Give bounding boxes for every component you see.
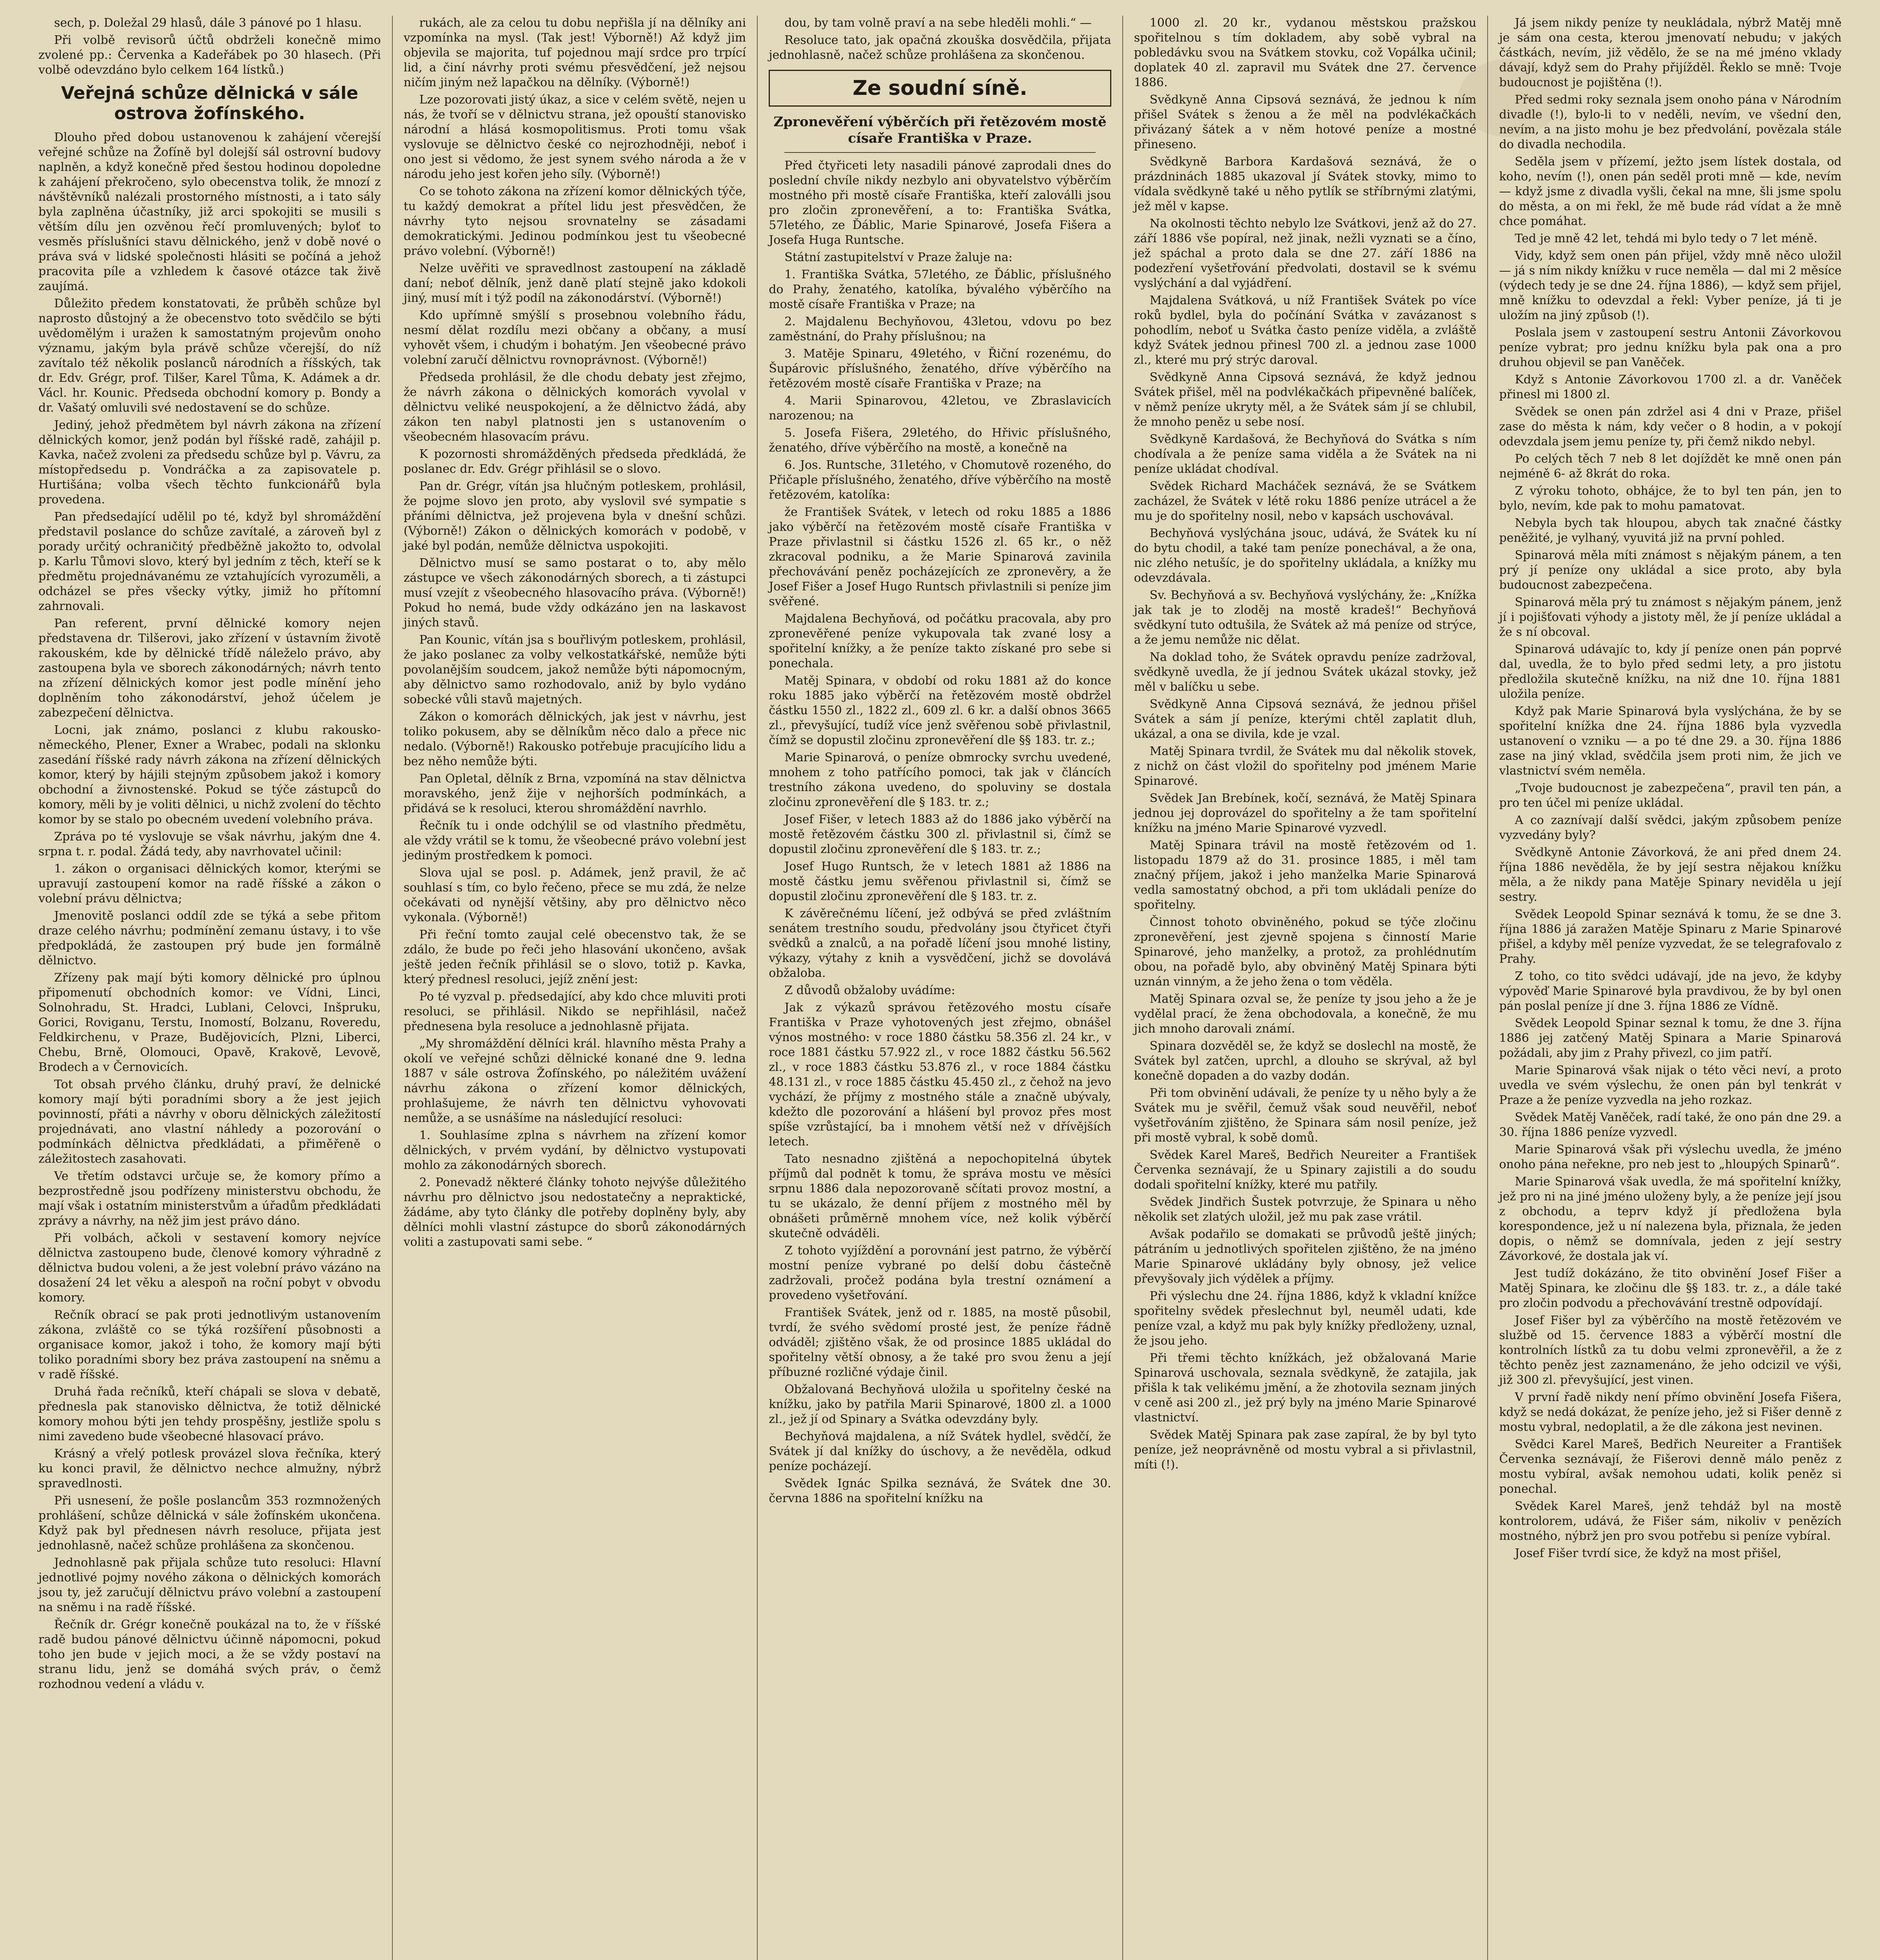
paragraph: „Tvoje budoucnost je zabezpečena“, pravil ten pán, a pro ten účel mi peníze ukládal. [1499,781,1842,810]
paragraph: Spinara dozvěděl se, že když se doslechl na mostě, že Svátek byl zatčen, uprchl, a dlouho se skrýval, až byl konečně dopaden a do vazby dodán. [1134,1039,1477,1083]
article-columns [27,16,1853,1960]
paragraph: Při třemi těchto knížkách, jež obžalovaná Marie Spinarová uschovala, seznala svědkyně, že zatajila, jak přišla k tak velikému jmění, a že zhotovila seznam jiných v ceně asi 200 zl., jež prý byly na jméno Marie Spinarové vlastnictví. [1134,1351,1477,1425]
paragraph: Předseda prohlásil, že dle chodu debaty jest zřejmo, že návrh zákona o dělnických komorách vyvolal v dělnictvu veliké neuspokojení, a že dělnictvo žádá, aby zákon ten nabyl platnosti jen s ustanovením o všeobecném hlasovacím právu. [403,370,746,444]
paragraph: Státní zastupitelství v Praze žaluje na: [784,250,1013,264]
paragraph: Svědkyně Anna Cipsová seznává, že když jednou Svátek přišel, měl na podvlékačkách připevněné balíček, v němž peníze ukryty měl, a že Svátek sám jí se chlubil, že mnoho peněz u sebe nosí. [1134,370,1477,429]
paragraph: Josef Fišer, v letech 1883 až do 1886 jako výběrčí na mostě řetězovém částku 300 zl. přivlastnil si, čímž se dopustil zločinu zpronevěření dle § 183. tr. z.; [769,813,1111,856]
paragraph: Svědek Leopold Spinar seznal k tomu, že dne 3. října 1886 jej zatčený Matěj Spinara a Marie Spinarová požádali, aby jim z Prahy přivezl, co jim patří. [1499,1016,1842,1060]
paragraph: Rečník obrací se pak proti jednotlivým ustanovením zákona, zvláště co se týká rozšíření působnosti a organisace komor, jakož i toho, že komory mají býti toliko poradními sbory bez práva zastoupení na sněmu a v radě říšské. [38,1308,381,1381]
column-5 [1488,16,1853,1960]
paragraph: dou, by tam volně praví a na sebe hleděli mohli.“ — [784,16,1092,30]
paragraph: Z důvodů obžaloby uvádíme: [784,984,955,997]
paragraph: Na doklad toho, že Svátek opravdu peníze zadržoval, svědkyně uvedla, že jí jednou Svátek ukázal stovky, jež měl v balíčku u sebe. [1134,650,1477,694]
paragraph: 1. Františka Svátka, 57letého, ze Ďáblic, příslušného do Prahy, ženatého, katolíka, bývalého výběrčího na mostě císaře Františka v Praze; na [769,268,1111,311]
paragraph: Obžalovaná Bechyňová uložila u spořitelny české na knížku, jako by patřila Marii Spinarové, 1800 zl. a 1000 zl., jež jí od Spinary a Svátka odevzdány byly. [769,1383,1111,1426]
paragraph: K závěrečnému líčení, jež odbývá se před zvláštním senátem trestního soudu, předvolány jsou čtyřicet čtyři svědků a znalců, a na pořadě líčení jsou mnohé listiny, výkazy, výtahy z knih a vysvědčení, jichž se dovolává obžaloba. [769,907,1111,980]
paragraph: Pan dr. Grégr, vítán jsa hlučným potleskem, prohlásil, že pojme slovo jen proto, aby vyslovil své sympatie s přáními dělnictva, jež projevena byla v dnešní schůzi. (Výborně!) Zákon o dělnických komorách v podobě, v jaké byl podán, nemůže dělnictva uspokojiti. [403,479,746,553]
paragraph: 2. Ponevadž některé články tohoto nejvýše důležitého návrhu pro dělnictvo jsou nedostatečny a nepraktické, žádáme, aby tyto články dle potřeby doplněny byly, aby dělníci mohli vlastní zástupce do sborů zákonodárných voliti a zastupovati sami sebe. “ [403,1176,746,1249]
paragraph: Krásný a vřelý potlesk provázel slova řečníka, který ku konci pravil, že dělnictvo nechce almužny, nýbrž spravedlnosti. [38,1447,381,1490]
paragraph: Při tom obvinění udávali, že peníze ty u něho byly a že Svátek mu je svěřil, čemuž však soud neuvěřil, neboť vyšetřováním zjištěno, že Spinara sám nosil peníze, jež při mostě vybral, k sobě domů. [1134,1086,1477,1145]
paragraph: Svědek Karel Mareš, jenž tehdáž byl na mostě kontrolorem, udává, že Fišer sám, nikoliv v penězích mostného, nýbrž jen pro svou potřebu si peníze vybíral. [1499,1499,1842,1543]
paragraph: Spinarová udávajíc to, kdy jí peníze onen pán poprvé dal, uvedla, že to bylo před sedmi lety, a pro jistotu předložila skutečně knížku, na niž dne 10. října 1881 uložila peníze. [1499,642,1842,701]
paragraph: Pan Opletal, dělník z Brna, vzpomíná na stav dělnictva moravského, jenž žije v nejhorších podmínkách, a přidává se k resoluci, kterou shromáždění navrhlo. [403,772,746,815]
paragraph: Svědkyně Anna Cipsová seznává, že jednou přišel Svátek a sám jí peníze, kterými chtěl zaplatit dluh, ukázal, a ona se divila, kde je vzal. [1134,697,1477,741]
paragraph: Pan Kounic, vítán jsa s bouřlivým potleskem, prohlásil, že jako poslanec za volby velkostatkářské, nemůže býti povolanějším soudcem, jakož nemůže býti nápomocným, aby dělnictvo samo rozhodovalo, aniž by bylo vydáno sobecké vůli stavů majetných. [403,633,746,706]
paragraph: Jest tudíž dokázáno, že tito obvinění Josef Fišer a Matěj Spinara, ke zločinu dle §§ 183. tr. z., a dále také pro zločin podvodu a přechovávání trestně odpovídají. [1499,1267,1842,1310]
paragraph: Marie Spinarová však nijak o této věci neví, a proto uvedla ve svém výslechu, že onen pán byl tenkrát v Praze a že peníze vyzvedla na jeho rozkaz. [1499,1063,1842,1107]
paragraph: Při volbách, ačkoli v sestavení komory nejvíce dělnictva zastoupeno bude, členové komory výhradně z dělnictva budou voleni, a že jest volební právo vázáno na dosažení 24 let věku a alespoň na roční pobyt v obvodu komory. [38,1231,381,1305]
paragraph: Důležito předem konstatovati, že průběh schůze byl naprosto důstojný a že obecenstvo toto svědčilo se býti uvědomělým i uražen k samostatným projevům onoho významu, jakým byla právě schůze včerejší, do níž zavítalo též několik poslanců národních a říšských, tak dr. Edv. Grégr, prof. Tilšer, Karel Tůma, K. Adámek a dr. Václ. hr. Kounic. Předseda obchodní komory p. Bondy a dr. Vašatý omluvili své nedostavení se do schůze. [38,297,381,415]
paragraph: Svědek Ignác Spilka seznává, že Svátek dne 30. června 1886 na spořitelní knížku na [769,1477,1111,1505]
paragraph: Lze pozorovati jistý úkaz, a sice v celém světě, nejen u nás, že tvoří se v dělnictvu strana, jež opouští stanovisko národní a hlásá kosmopolitismus. Proti tomu však vyslovuje se dělnictvo české co nejrozhodněji, neboť i ono jest si vědomo, že jest synem svého národa a že v národu jeho jest kořen jeho síly. (Výborně!) [403,93,746,181]
paragraph: Svědci Karel Mareš, Bedřich Neureiter a František Červenka seznávají, že Fišerovi denně málo peněz z mostu vybíral, avšak nemohou udati, kolik peněz si ponechal. [1499,1437,1842,1496]
paragraph: Matěj Spinara, v období od roku 1881 až do konce roku 1885 jako výběrčí na řetězovém mostě obdržel částku 1550 zl., 1822 zl., 609 zl. 6 kr. a další obnos 3665 zl., převyšující, tudíž více jenž svěřenou sobě přivlastnil, čímž se dopustil zločinu zpronevěření dle §§ 183. tr. z.; [769,674,1111,747]
paragraph: rukách, ale za celou tu dobu nepřišla jí na dělníky ani vzpomínka na mysl. (Tak jest! Výborně!) Až když jim objevila se majorita, tuf pojednou mají srdce pro trpící lid, a činí návrhy proti svému přesvědčení, jež nejsou ničím jiným než lapačkou na dělníky. (Výborně!) [403,16,746,89]
paragraph: Majdalena Bechyňová, od počátku pracovala, aby pro zpronevěřené peníze vykupovala tak zvané losy a spořitelní knížky, a že peníze takto získané pro sebe si ponechala. [769,612,1111,670]
section-heading-court: Ze soudní síně. [769,70,1111,107]
column-4 [1123,16,1488,1960]
paragraph: K pozornosti shromážděných předseda předkládá, že poslanec dr. Edv. Grégr přihlásil se o slovo. [403,447,746,476]
paragraph: Na okolnosti těchto nebylo lze Svátkovi, jenž až do 27. září 1886 vše popíral, než jinak, nežli vyznati se a číno, jež spáchal a proto dala se dne 27. září 1886 na podezření vyšetřování předvolati, dostavil se k svému vyslýchání a dal vyjádření. [1134,217,1477,290]
paragraph: „My shromáždění dělníci král. hlavního města Prahy a okolí ve veřejné schůzi dělnické konané dne 9. ledna 1887 v sále ostrova Žofínského, po náležitém uvážení návrhu zákona o zřízení komor dělnických, prohlašujeme, že návrh ten dělnictvu vyhovovati nemůže, a se usnášíme na následující resoluci: [403,1037,746,1125]
paragraph: František Svátek, jenž od r. 1885, na mostě působil, tvrdí, že svého svědomí prosté jest, že peníze řádně odváděl; zjištěno však, že od prosince 1885 ukládal do spořitelny větší obnosy, a že také pro svou ženu a její příbuzné rozličné výdaje činil. [769,1306,1111,1379]
paragraph: Při volbě revisorů účtů obdrželi konečně mimo zvolené pp.: Červenka a Kadeřábek po 30 hlasech. (Při volbě odevzdáno bylo celkem 164 lístků.) [38,33,381,77]
paragraph: Zřízeny pak mají býti komory dělnické pro úplnou připomenutí obchodních komor: ve Vídni, Linci, Solnohradu, St. Hradci, Lublani, Celovci, Inšpruku, Gorici, Roviganu, Terstu, Inomostí, Bolzanu, Roveredu, Feldkirchenu, v Praze, Budějovicích, Plzni, Liberci, Chebu, Brně, Olomouci, Opavě, Krakově, Levově, Brodech a v Černovicích. [38,971,381,1074]
paragraph: Pan předsedající udělil po té, když byl shromáždění představil poslance do schůze zavítalé, a zároveň byl z porady určitý ochraničitý předběžně jakožto to, odvolal p. Karlu Tůmovi slovo, který byl jedním z těch, kteří se k předmětu projednávanému ze vztahujících vyrozuměli, a odcházel se přes všecky výtky, jimiž ho přítomní zahrnovali. [38,510,381,613]
paragraph: A co zaznívají další svědci, jakým způsobem peníze vyzvedány byly? [1499,813,1842,842]
paragraph: Svědkyně Barbora Kardašová seznává, že o prázdninách 1885 ukazoval jí Svátek stovky, mimo to vídala svědkyně také u něho pytlík se stříbrnými zlatými, jež měl v kapse. [1134,155,1477,213]
paragraph: Svědek Matěj Spinara pak zase zapíral, že by byl tyto peníze, jež neoprávněně od mostu vybral a si přivlastnil, míti (!). [1134,1428,1477,1472]
paragraph: 3. Matěje Spinaru, 49letého, v Řiční rozenému, do Šupárovic příslušného, ženatého, dříve výběrčího na řetězovém mostě císaře Františka v Praze; na [769,347,1111,390]
paragraph: Před čtyřiceti lety nasadili pánové zaprodali dnes do poslední chvíle nikdy nezbylo ani obyvatelstvo výběrčím mostného při mostě císaře Františka, kteří zaloválli jsou pro zločin zpronevěření, a to: Františka Svátka, 57letého, ze Ďáblic, Marie Spinarové, Josefa Fišera a Josefa Huga Runtsche. [769,159,1111,247]
paragraph: Ted je mně 42 let, tehdá mi bylo tedy o 7 let méně. [1515,232,1818,245]
paragraph: Marie Spinarová, o peníze obmrocky svrchu uvedené, mnohem z toho patřícího pomoci, tak jak v článcích trestního zákona uvedeno, do spoluviny se dostala zločinu zpronevěření dle § 183. tr. z.; [769,751,1111,809]
paragraph: Bechyňová vyslýchána jsouc, udává, že Svátek ku ní do bytu chodil, a také tam peníze ponechával, a že ona, nic zlého netušíc, je do spořitelny ukládala, a knížky mu odevzdávala. [1134,526,1477,585]
paragraph: Při výslechu dne 24. října 1886, když k vkladní knížce spořitelny svědek přeslechnut byl, neuměl udati, kde peníze vzal, a když mu pak byly knížky předloženy, uznal, že jsou jeho. [1134,1289,1477,1348]
paragraph: Sv. Bechyňová a sv. Bechyňová vyslýchány, že: „Knížka jak tak je to zloděj na mostě kradeš!“ Bechyňová svědkyní tuto odtušila, že Svátek až má peníze od strýce, a že jemu nemůže nic dělat. [1134,588,1477,647]
paragraph: Kdo upřímně smýšlí s prosebnou volebního řádu, nesmí dělat rozdílu mezi občany a občany, a musí vyhovět všem, i chudým i bohatým. Jen všeobecné právo volební zaručí dělnictvu rovnoprávnost. (Výborně!) [403,309,746,367]
paragraph: 1. zákon o organisaci dělnických komor, kterými se upravují zastoupení komor na radě říšské a zákon o volební právu dělnictva; [38,862,381,906]
paragraph: Z tohoto vyjíždění a porovnání jest patrno, že výběrčí mostní peníze vybrané po delší dobu částečně zadržovali, pročež podána byla trestní oznámení a provedeno vyšetřování. [769,1244,1111,1302]
paragraph: Řečník dr. Grégr konečně poukázal na to, že v říšské radě budou pánové dělnictvu účinně nápomocni, pokud toho jen bude v jejich moci, a že se vždy postaví na stranu lidu, jenž se domáhá svých práv, o čemž rozhodnou vedení a vládu v. [38,1618,381,1691]
paragraph: Když s Antonie Závorkovou 1700 zl. a dr. Vaněček přinesl mi 1800 zl. [1499,373,1842,401]
paragraph: že František Svátek, v letech od roku 1885 a 1886 jako výběrčí na řetězovém mostě císaře Františka v Praze přivlastnil si částku 1526 zl. 65 kr., o něž zkracoval podniku, a že Marie Spinarová zavinila přechovávání peněz pocházejících ze zpronevěry, a že Josef Fišer a Josef Hugo Runtsch přivlastnili si peníze jim svěřené. [769,505,1111,608]
paragraph: 1. Souhlasíme zplna s návrhem na zřízení komor dělnických, v prvém vydání, by dělnictvo vystupovati mohlo za zákonodárných sborech. [403,1129,746,1172]
paragraph: Řečník tu i onde odchýlil se od vlastního předmětu, ale vždy vrátil se k tomu, že všeobecné právo volební jest jediným prostředkem k pomoci. [403,819,746,862]
paragraph: Jak z výkazů správou řetězového mostu císaře Františka v Praze vyhotovených jest zřejmo, obnášel výnos mostného: v roce 1880 částku 58.356 zl. 24 kr., v roce 1881 částku 57.922 zl., v roce 1882 částku 56.562 zl., v roce 1883 částku 53.876 zl., v roce 1884 částku 48.131 zl., v roce 1885 částku 45.450 zl., z čehož na jevo vychází, že příjmy z mostného stále a značně ubývaly, kdežto dle pozorování a hlášení byl provoz přes most spíše vzrůstající, ba i mnohem větší než v dřívějších letech. [769,1001,1111,1149]
paragraph: Dělnictvo musí se samo postarat o to, aby mělo zástupce ve všech zákonodárných sborech, a ti zástupci musí vzejít z všeobecného hlasovacího práva. (Výborně!) Pokud ho nemá, bude vždy odkázáno jen na laskavost jiných stavů. [403,556,746,630]
paragraph: Zákon o komorách dělnických, jak jest v návrhu, jest toliko pokusem, aby se dělníkům něco dalo a přece nic nedalo. (Výborně!) Rakousko potřebuje pracujícího lidu a bez něho nemůže býti. [403,710,746,768]
paragraph: Poslala jsem v zastoupení sestru Antonii Závorkovou peníze vybrat; pro jednu knížku byla pak ona a pro druhou objevil se pan Vaněček. [1499,326,1842,369]
paragraph: Marie Spinarová však uvedla, že má spořitelní knížky, jež pro ni na jiné jméno uloženy byly, a že peníze její jsou z obchodu, a teprv když jí předložena byla korespondence, jež u ní nalezena byla, přiznala, že jeden dopis, o němž se domnívala, jeden z její sestry Závorkové, že dostala jak ví. [1499,1175,1842,1263]
paragraph: Při usnesení, že pošle poslancům 353 rozmnožených prohlášení, schůze dělnická v sále žofínském ukončena. Když pak byl přednesen návrh resoluce, přijata jest jednohlasně, načež schůze prohlášena za skončenou. [38,1494,381,1552]
paragraph: V první řadě nikdy není přímo obvinění Josefa Fišera, když se nedá dokázat, že peníze jeho, jež si Fišer denně z mostu vybral, nedoplatil, a že dle zákona jest nevinen. [1499,1390,1842,1434]
column-1 [27,16,393,1960]
paragraph: Svědek Matěj Vaněček, radí také, že ono pán dne 29. a 30. října 1886 peníze vyzvedl. [1499,1111,1842,1139]
paragraph: Svědek Karel Mareš, Bedřich Neureiter a František Červenka seznávají, že u Spinary zajistili a do soudu dodali spořitelní knížky, které mu patřily. [1134,1148,1477,1192]
paragraph: Při řeční tomto zaujal celé obecenstvo tak, že se zdálo, že bude po řeči jeho hlasování ukončeno, avšak ještě jeden řečník přihlásil se o slovo, totiž p. Kavka, který přednesl resoluci, jejíž znění jest: [403,928,746,986]
paragraph: Svědek Jindřich Šustek potvrzuje, že Spinara u něho několik set zlatých uložil, jež mu pak zase vrátil. [1134,1195,1477,1224]
divider [784,152,1096,153]
paragraph: Majdalena Svátková, u níž František Svátek po více roků bydlel, byla do počínání Svátka v zavázanost s pohodlím, neboť u Svátka často peníze viděla, a zvláště když Svátek jednou přinesl 700 zl. a jednou zase 1000 zl., které mu prý strýc daroval. [1134,294,1477,367]
paragraph: Ve třetím odstavci určuje se, že komory přímo a bezprostředně jsou podřízeny ministerstvu obchodu, že mají však i ostatním ministerstvům a úřadům předkládati zprávy a návrhy, na něž jim jest právo dáno. [38,1169,381,1228]
paragraph: Tot obsah prvého článku, druhý praví, že delnické komory mají býti poradními sbory a že jest jejich povinností, přáti a návrhy v oboru dělnických záležitostí projednávati, ano vlastní náhledy a pozorování o podmínkách dělnictva předkládati, a přiměřeně o záležitostech zasahovati. [38,1078,381,1166]
paragraph: sech, p. Doležal 29 hlasů, dále 3 pánové po 1 hlasu. [54,16,362,30]
paragraph: Avšak podařilo se domakati se průvodů ještě jiných; pátráním u jednotlivých spořitelen zjištěno, že na jméno Marie Spinarové ukládány byly obnosy, jež velice převyšovaly jich výdělek a příjmy. [1134,1227,1477,1286]
section-heading: Veřejná schůze dělnická v sále ostrova žofínského. [61,83,358,123]
paragraph: Co se tohoto zákona na zřízení komor dělnických týče, tu každý demokrat a přítel lidu jest přesvědčen, že návrhy tyto nejsou srovnatelny se zásadami demokratickými. Jedinou podmínkou jest tu všeobecné právo volební. (Výborně!) [403,185,746,258]
paragraph: Marie Spinarová však při výslechu uvedla, že jméno onoho pána neřekne, pro neb jest to „hloupých Spinarů“. [1499,1143,1842,1171]
paragraph: Seděla jsem v přízemí, ježto jsem lístek dostala, od koho, nevím (!), onen pán seděl proti mně — kde, nevím — když jsme z divadla vyšli, čekal na mne, šli jsme spolu do města, a on mi řekl, že mě bude rád vídat a že mně chce pomáhat. [1499,155,1842,228]
column-3 [758,16,1123,1960]
paragraph: Z toho, co tito svědci udávají, jde na jevo, že kdyby výpověď Marie Spinarové byla pravdivou, že by byl onen pán poslal peníze jí dne 3. října 1886 ze Vídně. [1499,969,1842,1013]
paragraph: Svědek se onen pán zdržel asi 4 dni v Praze, přišel zase do města k nám, kdy večer o 8 hodin, a v pokojí odevzdala jsem jemu peníze ty, při čemž nikdo nebyl. [1499,405,1842,448]
paragraph: Resoluce tato, jak opačná zkouška dosvědčila, přijata jednohlasně, načež schůze prohlášena za skončenou. [769,33,1111,62]
paragraph: 1000 zl. 20 kr., vydanou městskou pražskou spořitelnou s tím dokladem, aby sobě vybral na pobledávku svou na Svátkem stovku, což Vopálka učinil; doplatek 40 zl. zapravil mu Svátek dne 27. července 1886. [1134,16,1477,89]
paragraph: Spinarová měla míti známost s nějakým pánem, a ten prý jí peníze ony ukládal a sice proto, aby byla budoucnost zabezpečena. [1499,548,1842,592]
paragraph: Nebyla bych tak hloupou, abych tak značné částky peněžité, je vylhaný, vyuvitá již na první pohled. [1499,516,1842,545]
paragraph: Pan referent, první dělnické komory nejen představena dr. Tilšerovi, jako zřízení v ústavním životě rakouském, kde by dělnické třídě náleželo právo, aby zastoupena byla ve sborech zákonodárných; návrh tento na zřízení dělnických komor jest podle mínění jeho doplněním toho zákonodárství, jehož účelem je zabezpečení dělnictva. [38,617,381,720]
paragraph: Po celých těch 7 neb 8 let dojíždět ke mně onen pán nejméně 6- až 8krát do roka. [1499,452,1842,481]
paragraph: Matěj Spinara ozval se, že peníze ty jsou jeho a že je vydělal prací, že žena obchodovala, a konečně, že mu jich mnoho darovali známí. [1134,992,1477,1036]
paragraph: Josef Fišer byl za výběrčího na mostě řetězovém ve službě od 15. července 1883 a výběrčí mostní dle kontrolních lístků za tu dobu velmi zpronevěřil, a že z těchto peněz jest zaznamenáno, že jeho odcizil ve výši, již 300 zl. převyšující, jest vinen. [1499,1314,1842,1387]
paragraph: Svědek Jan Brebínek, kočí, seznává, že Matěj Spinara jednou jej doprovázel do spořitelny a že tam spořitelní knížku na jméno Marie Spinarové vyzvedl. [1134,791,1477,835]
paragraph: Slova ujal se posl. p. Adámek, jenž pravil, že ač souhlasí s tím, co bylo řečeno, přece se mu zdá, že nelze očekávati od nynější většiny, aby pro dělnictvo něco vykonala. (Výborně!) [403,866,746,924]
paragraph: Locni, jak známo, poslanci z klubu rakousko-německého, Plener, Exner a Wrabec, podali na sklonku zasedání říšské rady návrh zákona na zřízení dělnických komor, který by hájili stejným způsobem jakož i komory obchodní a živnostenské. Pokud se týče zástupců do komory, měli by je voliti dělnici, u nichž zvolení do těchto komor by se stalo po obecném uvedení volebního práva. [38,723,381,826]
paragraph: Svědkyně Anna Cipsová seznává, že jednou k ním přišel Svátek s ženou a že měl na podvlékačkách přivázaný šátek a v něm hotové peníze a mostné přineseno. [1134,93,1477,151]
paragraph: Jmenovitě poslanci oddíl zde se týká a sebe přitom draze celého návrhu; podmínění zemanu ústavy, i to vše předpokládá, že zastoupen prý bude jen formálně dělnictvo. [38,909,381,967]
paragraph: Před sedmi roky seznala jsem onoho pána v Národním divadle (!), bylo-li to v neděli, nevím, ve všední den, nevím, a na jisto mohu je bez předvolání, povězala stále do divadla nechodila. [1499,93,1842,151]
column-2 [393,16,758,1960]
paragraph: Bechyňová majdalena, a níž Svátek hydlel, svědčí, že Svátek jí dal knížky do úschovy, a že nevěděla, odkud peníze pocházejí. [769,1430,1111,1473]
paragraph: Činnost tohoto obviněného, pokud se týče zločinu zpronevěření, jest zjevně spojena s činností Marie Spinarové, jeho manželky, a protož, za prohlédnutím obou, na pořadě bylo, aby obviněný Matěj Spinara býti uznán vinným, a že jeho žena o tom věděla. [1134,915,1477,989]
paragraph: 5. Josefa Fišera, 29letého, do Hřivic příslušného, ženatého, dříve výběrčího na mostě, a konečně na [769,426,1111,455]
paragraph: 2. Majdalenu Bechyňovou, 43letou, vdovu po bez zaměstnání, do Prahy příslušnou; na [769,315,1111,343]
paragraph: Druhá řada rečníků, kteří chápali se slova v debatě, přednesla pak stanovisko dělnictva, že totiž dělnické komory mohou býti jen tehdy prospěšny, jestliže spolu s nimi zavedeno bude všeobecné hlasovací právo. [38,1385,381,1443]
paragraph: Z výroku tohoto, obhájce, že to byl ten pán, jen to bylo, nevím, kde pak to mohu pamatovat. [1499,484,1842,513]
paragraph: Josef Hugo Runtsch, že v letech 1881 až 1886 na mostě částku jemu svěřenou přivlastnil si, čímž se dopustil zločinu zpronevěření dle § 183. tr. z. [769,860,1111,903]
paragraph: 4. Marii Spinarovou, 42letou, ve Zbraslavicích narozenou; na [769,394,1111,423]
paragraph: Matěj Spinara tvrdil, že Svátek mu dal několik stovek, z nichž on část vložil do spořitelny pod jménem Marie Spinarové. [1134,744,1477,788]
paragraph: Svědek Leopold Spinar seznává k tomu, že se dne 3. října 1886 já zaražen Matěje Spinaru z Marie Spinarové přišel, a kdyby měl peníze vyzvedat, že se telegrafovalo z Prahy. [1499,907,1842,966]
paragraph: Když pak Marie Spinarová byla vyslýchána, že by se spořitelní knížka dne 24. října 1886 byla vyzvedla ustanovení o vzniku — a po té dne 29. a 30. října 1886 zase na jiný vklad, svědčila jsem proti nim, že jich ve vlastnictví svém neměla. [1499,704,1842,778]
paragraph: Vidy, když sem onen pán přijel, vždy mně něco uložil — já s ním nikdy knížku v ruce neměla — dal mi 2 měsíce (výdech tedy je se dne 24. října 1886), — když sem přijel, mně knížku to odevzdal a řekl: Vyber peníze, já ti je uložím na jiný způsob (!). [1499,249,1842,322]
paragraph: Po té vyzval p. předsedající, aby kdo chce mluviti proti resoluci, se přihlásil. Nikdo se nepřihlásil, načež přednesena byla resoluce a jednohlasně přijata. [403,990,746,1033]
paragraph: Tato nesnadno zjištěná a nepochopitelná úbytek příjmů dal podnět k tomu, že správa mostu ve měsíci srpnu 1886 dala nepozorovaně sčítati provoz mostní, a tu se ukázalo, že denní příjem z mostného měl by obnášeti průměrně mnohem více, než kolik výběrčí skutečně odváděli. [769,1152,1111,1240]
paragraph: Svědek Richard Macháček seznává, že se Svátkem zacházel, že Svátek v létě roku 1886 peníze utrácel a že mu je do spořitelny nosil, nebo v kapsách uschovával. [1134,479,1477,523]
paragraph: Já jsem nikdy peníze ty neukládala, nýbrž Matěj mně je sám ona cesta, kterou jmenovatí nebudu; v jakých částkách, nevím, již vědělo, že se na mé jméno vklady dávají, když sem do Prahy přijížděl. Řeklo se mně: Tvoje budoucnost je pojištěna (!). [1499,16,1842,89]
paragraph: Spinarová měla prý tu známost s nějakým pánem, jenž jí i pojišťovati výhody a jistoty měl, že jí peníze ukládal a že s ní obcoval. [1499,595,1842,639]
article-heading: Zpronevěření výběrčích při řetězovém mostě císaře Františka v Praze. [773,114,1107,146]
paragraph: Jediný, jehož předmětem byl návrh zákona na zřízení dělnických komor, jenž podán byl říšské radě, zahájil p. Kavka, načež zvoleni za předsedu schůze byl p. Vávru, za místopředsedu p. Vondráčka a za zapisovatele p. Hurtišána; volba všech těchto funkcionářů byla provedena. [38,418,381,506]
paragraph: Dlouho před dobou ustanovenou k zahájení včerejší veřejné schůze na Žofíně byl dolejší sál ostrovní budovy naplněn, a když konečně před šestou hodinou dopoledne k zahájení překročeno, sylo obecenstva tolik, že mnozí z návštěvníků nalézali prostorného místnosti, a i tato sály byla zaplněna účastníky, již arci spokojiti se musili s větším dílu jen ozvěnou řečí promluvených; byloť to vesměs příslušníci stavu dělnického, jenž v době nové o práva svá v lidské společnosti hlásiti se počíná a jehož pracovita píle a vzhledem k časové otázce tak živě zaujímá. [38,131,381,293]
paragraph: Zpráva po té vyslovuje se však návrhu, jakým dne 4. srpna t. r. podal. Žádá tedy, aby navrhovatel učinil: [38,830,381,858]
paragraph: Svědkyně Antonie Závorková, že ani před dnem 24. října 1886 nevěděla, že by její sestra nějakou knížku měla, a že nikdy pana Matěje Spinary neviděla u její sestry. [1499,846,1842,904]
paragraph: Svědkyně Kardašová, že Bechyňová do Svátka s ním chodívala a že peníze sama viděla a že Svátek na ni peníze ukládat chodíval. [1134,432,1477,476]
paragraph: Matěj Spinara trávil na mostě řetězovém od 1. listopadu 1879 až do 31. prosince 1885, i měl tam značný příjem, jakož i jeho manželka Marie Spinarová vedla samostatný obchod, a při tom ukládali peníze do spořitelny. [1134,838,1477,912]
paragraph: Josef Fišer tvrdí sice, že když na most přišel, [1515,1546,1782,1560]
paragraph: Nelze uvěřiti ve spravedlnost zastoupení na základě daní; neboť dělník, jenž daně platí stejně jako kdokoli jiný, musí mít i týž podíl na zákonodárství. (Výborně!) [403,261,746,305]
paragraph: 6. Jos. Runtsche, 31letého, v Chomutově rozeného, do Přičaple příslušného, ženatého, dříve výběrčího na mostě řetězovém, katolíka: [769,458,1111,502]
paragraph: Jednohlasně pak přijala schůze tuto resoluci: Hlavní jednotlivé pojmy nového zákona o dělnických komorách jsou ty, jež zaručují dělnictvu právo volební a zastoupení na sněmu i na radě říšské. [38,1556,381,1614]
